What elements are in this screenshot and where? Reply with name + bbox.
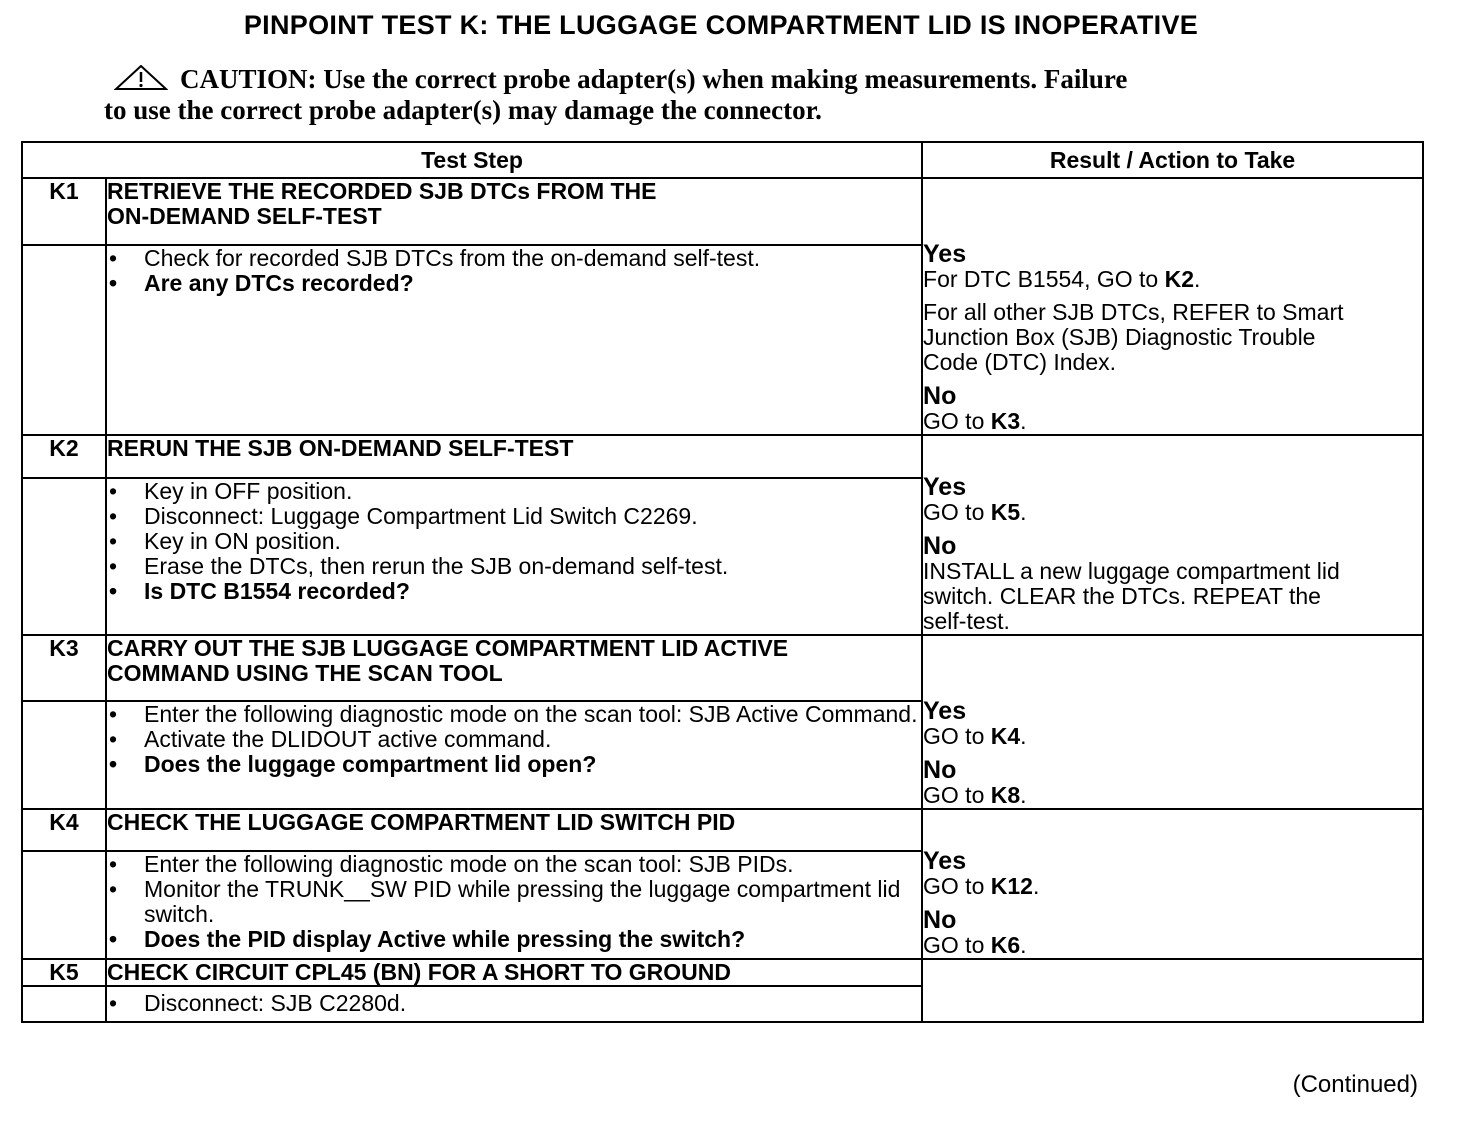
result-yes-action: For DTC B1554, GO to K2. [923, 266, 1201, 292]
result-yes-label: Yes [923, 473, 967, 501]
step-id-spacer [22, 701, 106, 809]
list-item: • Disconnect: Luggage Compartment Lid Switch C2269. [107, 504, 921, 529]
action-line: switch. CLEAR the DTCs. REPEAT the [923, 583, 1321, 609]
step-id-spacer [22, 851, 106, 959]
action-line: Code (DTC) Index. [923, 349, 1117, 375]
continued-label: (Continued) [1292, 1071, 1418, 1098]
step-k4-heading-row [22, 809, 1423, 851]
result-yes-label: Yes [923, 240, 967, 268]
result-yes-label: Yes [923, 847, 967, 875]
action-text: GO to [923, 932, 991, 958]
result-k1 [922, 178, 1423, 435]
step-k1-heading-row [22, 178, 1423, 245]
caution-text-2: to use the correct probe adapter(s) may damage the connector. [104, 95, 822, 125]
step-bullet-list [107, 852, 921, 952]
step-bullet-list [107, 479, 921, 604]
step-id-k4: K4 [22, 809, 106, 851]
result-yes-action: GO to K12. [923, 873, 1040, 899]
col-header-result: Result / Action to Take [922, 142, 1423, 178]
action-text: GO to [923, 873, 991, 899]
step-bullet-list [107, 991, 921, 1016]
action-line: self-test. [923, 608, 1010, 634]
step-heading-line: ON-DEMAND SELF-TEST [107, 203, 382, 229]
result-no-label: No [923, 756, 957, 784]
caution-note [104, 64, 1344, 126]
step-id-spacer [22, 478, 106, 635]
step-k3-heading-row [22, 635, 1423, 701]
step-body-k2 [106, 478, 922, 635]
result-no-action: GO to K8. [923, 782, 1027, 808]
result-yes-extra [923, 300, 1422, 375]
list-item: • Activate the DLIDOUT active command. [107, 727, 921, 752]
action-text: GO to [923, 782, 991, 808]
step-heading-line: CARRY OUT THE SJB LUGGAGE COMPARTMENT LID ACTIVE [107, 635, 789, 661]
step-body-k5 [106, 986, 922, 1022]
result-yes-action: GO to K5. [923, 499, 1027, 525]
action-line: INSTALL a new luggage compartment lid [923, 558, 1340, 584]
result-k2 [922, 435, 1423, 635]
list-item: • Key in ON position. [107, 529, 921, 554]
page-title: PINPOINT TEST K: THE LUGGAGE COMPARTMENT LID IS INOPERATIVE [243, 10, 1199, 40]
action-text: GO to [923, 408, 991, 434]
result-k5 [922, 959, 1423, 1022]
step-heading-k2 [106, 435, 922, 478]
step-ref-k12[interactable]: K12 [990, 873, 1033, 899]
caution-line-1 [104, 64, 1344, 95]
step-ref-k6[interactable]: K6 [990, 932, 1021, 958]
step-heading-k3 [106, 635, 922, 701]
result-no-label: No [923, 382, 957, 410]
pinpoint-test-table [21, 141, 1424, 1023]
table-header-row [22, 142, 1423, 178]
list-item: • Erase the DTCs, then rerun the SJB on-demand self-test. [107, 554, 921, 579]
step-ref-k3[interactable]: K3 [990, 408, 1021, 434]
caution-text-1: CAUTION: Use the correct probe adapter(s) when making measurements. Failure [180, 64, 1128, 94]
result-yes-label: Yes [923, 697, 967, 725]
step-k5-heading-row [22, 959, 1423, 986]
list-item: • Disconnect: SJB C2280d. [107, 991, 921, 1016]
step-k2-heading-row [22, 435, 1423, 478]
result-k3 [922, 635, 1423, 809]
list-item: • Check for recorded SJB DTCs from the on-demand self-test. [107, 246, 921, 271]
result-no-action [923, 559, 1422, 634]
step-ref-k8[interactable]: K8 [990, 782, 1021, 808]
action-text: GO to [923, 723, 991, 749]
step-id-k1: K1 [22, 178, 106, 245]
step-body-k3 [106, 701, 922, 809]
result-no-label: No [923, 906, 957, 934]
list-item: • Does the PID display Active while pressing the switch? [107, 927, 921, 952]
step-heading-k5 [106, 959, 922, 986]
step-heading-line: CHECK CIRCUIT CPL45 (BN) FOR A SHORT TO GROUND [107, 959, 731, 985]
step-ref-k4[interactable]: K4 [990, 723, 1021, 749]
result-no-action: GO to K6. [923, 932, 1027, 958]
list-item: • Enter the following diagnostic mode on the scan tool: SJB Active Command. [107, 702, 921, 727]
warning-triangle-icon [114, 65, 168, 91]
result-no-action: GO to K3. [923, 408, 1027, 434]
result-yes-action: GO to K4. [923, 723, 1027, 749]
step-id-k5: K5 [22, 959, 106, 986]
step-body-k4 [106, 851, 922, 959]
result-no-label: No [923, 532, 957, 560]
step-heading-line: RERUN THE SJB ON-DEMAND SELF-TEST [107, 435, 574, 461]
action-line: Junction Box (SJB) Diagnostic Trouble [923, 324, 1316, 350]
step-heading-line: COMMAND USING THE SCAN TOOL [107, 660, 503, 686]
step-body-k1 [106, 245, 922, 435]
step-heading-k4 [106, 809, 922, 851]
step-heading-k1 [106, 178, 922, 245]
step-heading-line: CHECK THE LUGGAGE COMPARTMENT LID SWITCH PID [107, 809, 736, 835]
step-id-k2: K2 [22, 435, 106, 478]
list-item: • Monitor the TRUNK__SW PID while pressing the luggage compartment lid switch. [107, 877, 921, 927]
action-text: For DTC B1554, GO to [923, 266, 1165, 292]
action-text: GO to [923, 499, 991, 525]
step-id-spacer [22, 245, 106, 435]
step-bullet-list [107, 246, 921, 296]
list-item: • Key in OFF position. [107, 479, 921, 504]
action-line: For all other SJB DTCs, REFER to Smart [923, 299, 1344, 325]
step-bullet-list [107, 702, 921, 777]
list-item: • Is DTC B1554 recorded? [107, 579, 921, 604]
step-heading-line: RETRIEVE THE RECORDED SJB DTCs FROM THE [107, 178, 657, 204]
step-id-k3: K3 [22, 635, 106, 701]
list-item: • Enter the following diagnostic mode on the scan tool: SJB PIDs. [107, 852, 921, 877]
step-id-spacer [22, 986, 106, 1022]
result-k4 [922, 809, 1423, 959]
step-ref-k5[interactable]: K5 [990, 499, 1021, 525]
col-header-test-step: Test Step [22, 142, 922, 178]
list-item: • Are any DTCs recorded? [107, 271, 921, 296]
list-item: • Does the luggage compartment lid open? [107, 752, 921, 777]
step-ref-k2[interactable]: K2 [1164, 266, 1195, 292]
